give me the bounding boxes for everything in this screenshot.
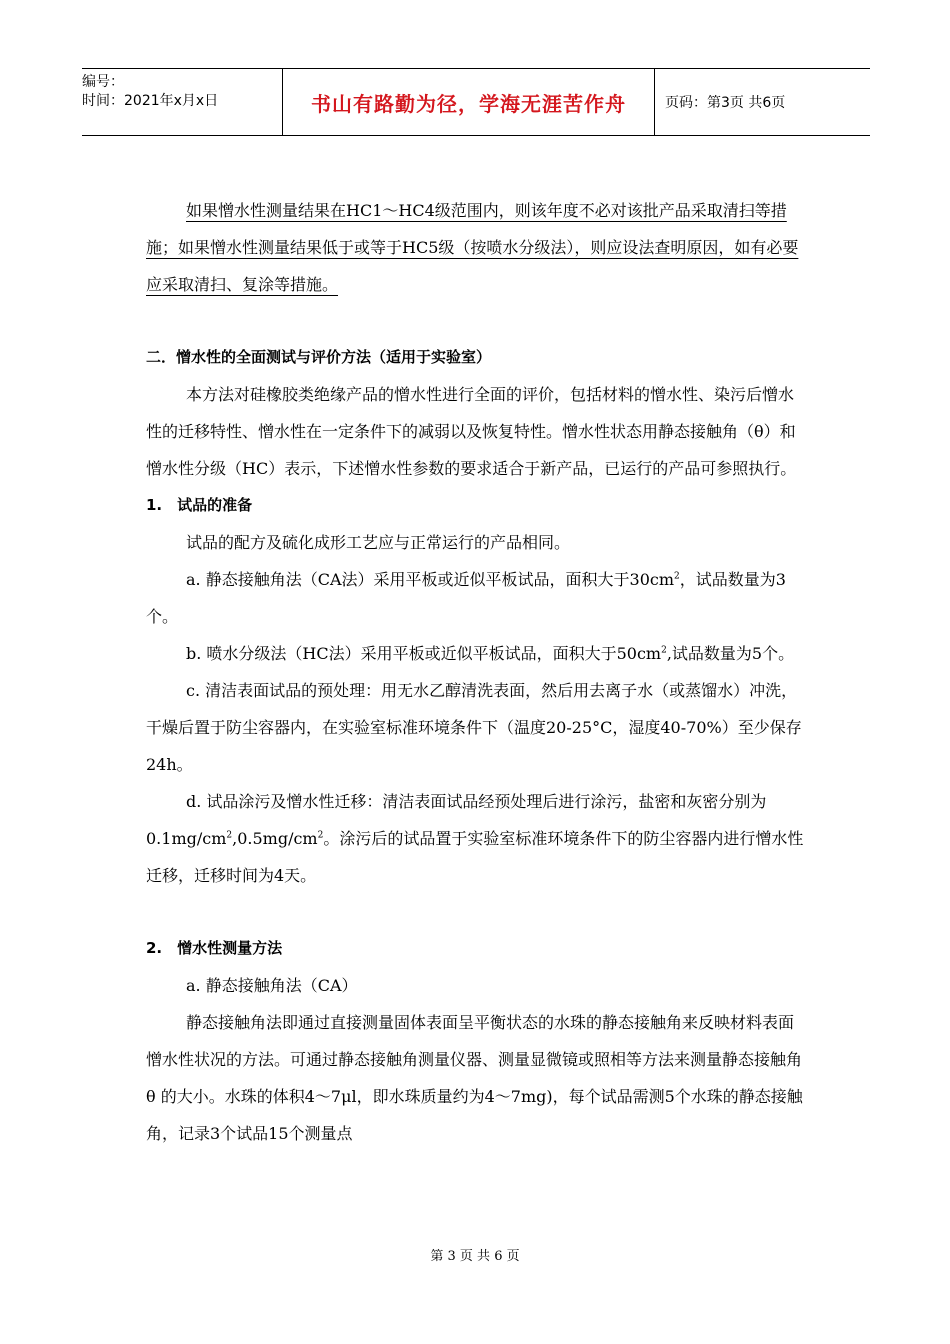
document-time-label: 时间：2021年x月x日 xyxy=(82,93,219,109)
item-1-paragraph: 试品的配方及硫化成形工艺应与正常运行的产品相同。 xyxy=(186,533,571,552)
item-2-paragraph: 静态接触角法即通过直接测量固体表面呈平衡状态的水珠的静态接触角来反映材料表面憎水性状况的方法。可通过静态接触角测量仪器、测量显微镜或照相等方法来测量静态接触角 θ 的大小。水珠的体积4～7μl，即水珠质量约为4～7mg)，每个试品需测5个水珠的静态接触角，记录3个试品15个测量点 xyxy=(146,1013,803,1143)
header-info xyxy=(82,69,282,135)
page-footer: 第 3 页 共 6 页 xyxy=(430,1249,520,1264)
document-body xyxy=(146,192,806,1152)
item-b-paragraph: b. 喷水分级法（HC法）采用平板或近似平板试品，面积大于$50cm^2$,试品数量为5个。 xyxy=(186,644,795,663)
item-d-paragraph: d. 试品涂污及憎水性迁移：清洁表面试品经预处理后进行涂污，盐密和灰密分别为$0.1mg/cm^2,0.5mg/cm^2$。涂污后的试品置于实验室标准环境条件下的防尘容器内进行憎水性迁移，迁移时间为4天。 xyxy=(146,792,804,885)
intro-paragraph: 如果憎水性测量结果在HC1～HC4级范围内，则该年度不必对该批产品采取清扫等措施；如果憎水性测量结果低于或等于HC5级（按喷水分级法），则应设法查明原因，如有必要应采取清扫、复涂等措施。 xyxy=(146,201,799,294)
section-2-title: 二．憎水性的全面测试与评价方法（适用于实验室） xyxy=(146,348,492,366)
section-2-paragraph: 本方法对硅橡胶类绝缘产品的憎水性进行全面的评价，包括材料的憎水性、染污后憎水性的迁移特性、憎水性在一定条件下的减弱以及恢复特性。憎水性状态用静态接触角（θ）和憎水性分级（HC）表示，下述憎水性参数的要求适合于新产品，已运行的产品可参照执行。 xyxy=(146,385,797,478)
header-page-code: 页码：第3页 共6页 xyxy=(665,95,786,111)
item-2-title: 2. 憎水性测量方法 xyxy=(146,939,283,957)
item-2-a-label: a. 静态接触角法（CA） xyxy=(186,976,358,995)
item-1-title: 1. 试品的准备 xyxy=(146,496,253,514)
page-header xyxy=(82,68,870,136)
document-number-label: 编号： xyxy=(82,74,124,90)
item-c-paragraph: c. 清洁表面试品的预处理：用无水乙醇清洗表面，然后用去离子水（或蒸馏水）冲洗，干燥后置于防尘容器内，在实验室标准环境条件下（温度20-25°C，湿度40-70%）至少保存24h。 xyxy=(146,681,802,774)
header-motto: 书山有路勤为径，学海无涯苦作舟 xyxy=(282,69,655,135)
item-a-paragraph: a. 静态接触角法（CA法）采用平板或近似平板试品，面积大于$30cm^2$，试品数量为3个。 xyxy=(146,570,786,626)
